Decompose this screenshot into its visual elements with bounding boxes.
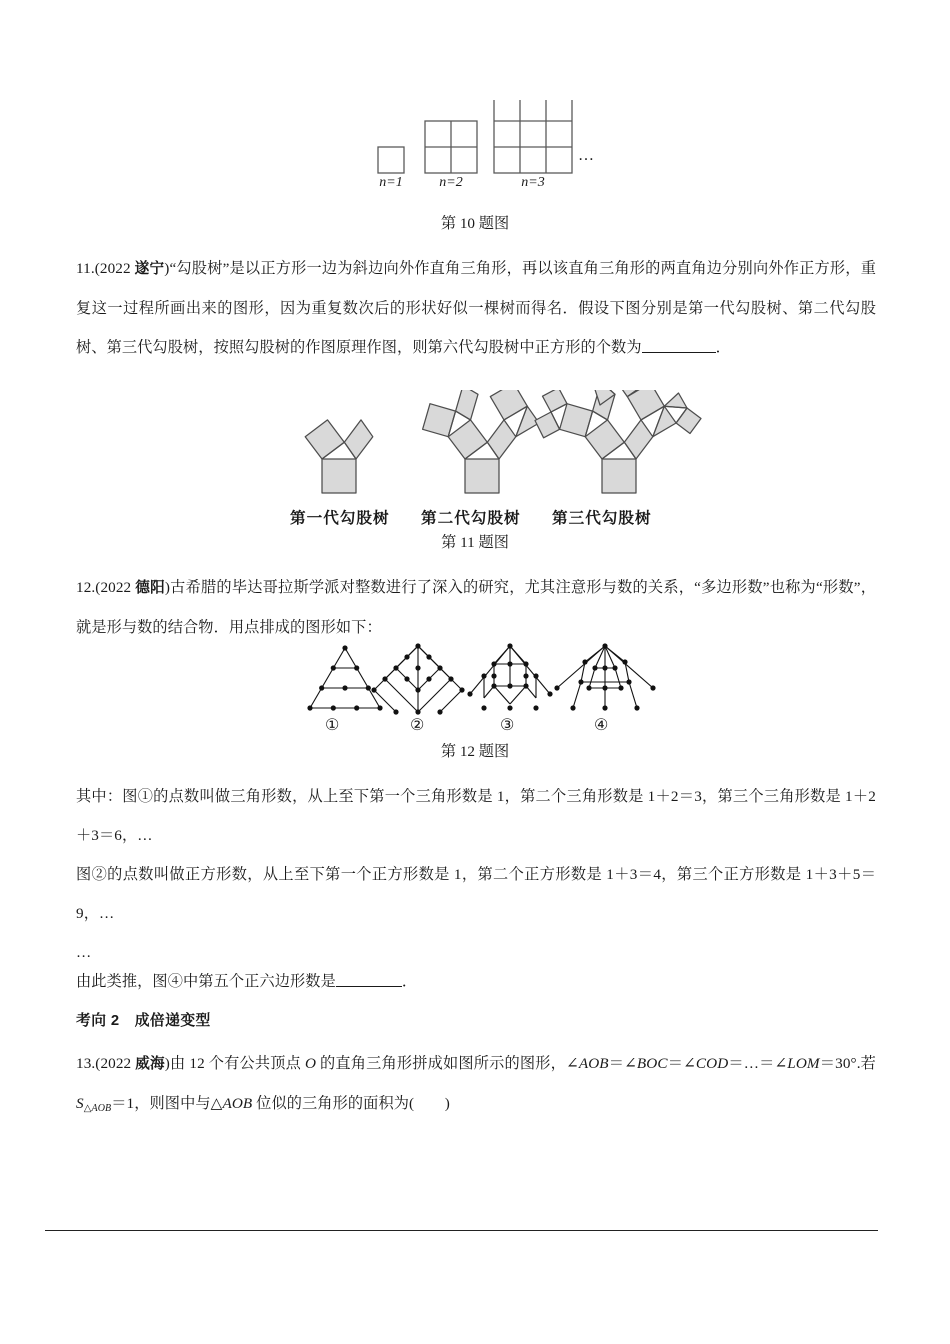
grid-n3 bbox=[494, 100, 572, 173]
grid-label-n1: n=1 bbox=[379, 175, 403, 190]
problem-12-explain-4-period: ． bbox=[401, 973, 418, 990]
problem-13-source-city: 威海 bbox=[135, 1056, 165, 1072]
problem-13-var-O: O bbox=[304, 1055, 317, 1072]
problem-13-var-boc: BOC bbox=[636, 1055, 668, 1072]
figure-10-svg bbox=[0, 100, 950, 205]
grid-n2 bbox=[425, 121, 477, 173]
problem-12-body: 古希腊的毕达哥拉斯学派对整数进行了深入的研究，尤其注意形与数的关系，“多边形数”也称为“形数”，就是形与数的结合物．用点排成的图形如下： bbox=[76, 579, 876, 636]
polygonal-figure-hexagonal bbox=[557, 646, 653, 708]
problem-13-source: (2022 威海) bbox=[95, 1055, 170, 1072]
problem-11-source-city: 遂宁 bbox=[134, 261, 165, 277]
pythagorean-tree-gen3 bbox=[535, 390, 701, 493]
problem-11-number: 11. bbox=[76, 260, 95, 277]
problem-13-seg-b: 的直角三角形拼成如图所示的图形，∠ bbox=[316, 1055, 579, 1072]
problem-13-text bbox=[76, 1044, 876, 1128]
figure-10 bbox=[0, 100, 950, 205]
problem-12-answer-blank[interactable] bbox=[336, 971, 402, 987]
problem-12-number: 12. bbox=[76, 579, 96, 596]
problem-11-text bbox=[76, 249, 876, 367]
problem-11-answer-blank[interactable] bbox=[642, 337, 716, 353]
grid-label-n2: n=2 bbox=[439, 175, 463, 190]
problem-13-var-s: S bbox=[76, 1095, 84, 1112]
problem-12-explain-2: 图②的点数叫做正方形数，从上至下第一个正方形数是 1，第二个正方形数是 1＋3＝4，第三个正方形数是 1＋3＋5＝9，… bbox=[76, 866, 876, 922]
problem-12-explain-3: … bbox=[76, 944, 92, 961]
problem-13-var-aob: AOB bbox=[578, 1055, 609, 1072]
problem-12-explain-4-text: 由此类推，图④中第五个正六边形数是 bbox=[76, 973, 336, 990]
figure-12-caption: 第 12 题图 bbox=[440, 743, 510, 760]
problem-13-var-s-sub: △AOB bbox=[83, 1103, 112, 1114]
problem-13-seg-e: ＝…＝∠ bbox=[728, 1055, 788, 1072]
polygonal-figure-triangular bbox=[310, 648, 380, 708]
problem-13-var-lom: LOM bbox=[787, 1055, 820, 1072]
problem-13-seg-f: ＝30°.若 bbox=[819, 1055, 876, 1072]
figure-11-label-gen1: 第一代勾股树 bbox=[290, 510, 390, 527]
problem-11-body: “勾股树”是以正方形一边为斜边向外作直角三角形，再以该直角三角形的两直角边分别向外作正方形，重复这一过程所画出来的图形，因为重复数次后的形状好似一棵树而得名．假设下图分别是第一代勾股树、第二代勾股树、第三代勾股树，按照勾股树的作图原理作图，则第六代勾股树中正方形的个数为 bbox=[76, 260, 876, 356]
figure-11 bbox=[0, 390, 950, 500]
problem-13-number: 13. bbox=[76, 1055, 96, 1072]
figure-10-ellipsis: … bbox=[578, 147, 596, 164]
figure-12-label-1: ① bbox=[325, 717, 340, 734]
problem-13-seg-a: 由 12 个有公共顶点 bbox=[169, 1055, 305, 1072]
problem-13-seg-c: ＝∠ bbox=[608, 1055, 637, 1072]
figure-12-label-4: ④ bbox=[594, 717, 609, 734]
section-heading: 考向 2 成倍递变型 bbox=[76, 1013, 211, 1029]
problem-13-var-cod: COD bbox=[695, 1055, 729, 1072]
problem-11-source: (2022 遂宁) bbox=[94, 260, 170, 277]
pythagorean-tree-gen2 bbox=[423, 390, 539, 493]
problem-12-source-city: 德阳 bbox=[135, 580, 165, 596]
figure-12-label-3: ③ bbox=[500, 717, 515, 734]
grid-n1 bbox=[378, 147, 404, 173]
pythagorean-tree-gen1 bbox=[305, 420, 373, 493]
problem-12-explain-1: 其中：图①的点数叫做三角形数，从上至下第一个三角形数是 1，第二个三角形数是 1＋2＝3，第三个三角形数是 1＋2＋3＝6，… bbox=[76, 788, 876, 844]
problem-13-seg-d: ＝∠ bbox=[667, 1055, 696, 1072]
problem-13-var-aob2: AOB bbox=[222, 1095, 253, 1112]
problem-11-period: ． bbox=[715, 339, 731, 356]
problem-12-explain-4 bbox=[76, 962, 876, 1001]
grid-label-n3: n=3 bbox=[521, 175, 545, 190]
problem-12-source: (2022 德阳) bbox=[95, 579, 171, 596]
figure-12-label-2: ② bbox=[410, 717, 425, 734]
figure-11-svg bbox=[0, 390, 950, 500]
figure-11-label-gen3: 第三代勾股树 bbox=[552, 510, 652, 527]
problem-13-seg-g: ＝1，则图中与△ bbox=[111, 1095, 223, 1112]
page-footer-rule bbox=[45, 1230, 878, 1231]
figure-11-caption: 第 11 题图 bbox=[441, 534, 509, 551]
polygonal-dots-triangular bbox=[307, 645, 382, 710]
figure-11-label-gen2: 第二代勾股树 bbox=[421, 510, 521, 527]
problem-12-text bbox=[76, 568, 876, 647]
figure-12 bbox=[0, 640, 950, 718]
problem-13-seg-h: 位似的三角形的面积为( ) bbox=[252, 1095, 450, 1112]
figure-10-caption: 第 10 题图 bbox=[440, 215, 510, 232]
figure-12-svg bbox=[0, 640, 950, 718]
